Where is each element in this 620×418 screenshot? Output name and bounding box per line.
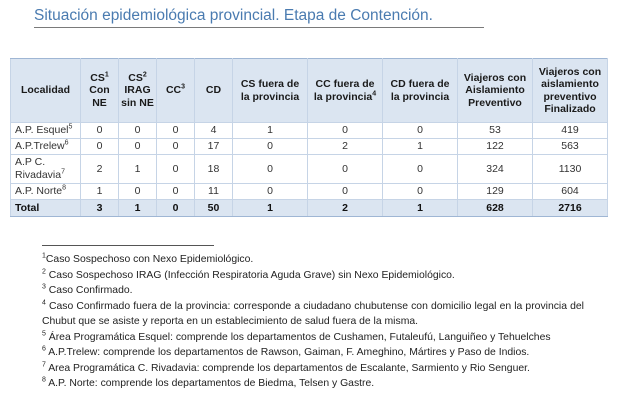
footnote: $^8$ A.P. Norte: comprende los departamentos de Biedma, Telsen y Gastre. — [42, 376, 375, 389]
footnote: $^4$ Caso Confirmado fuera de la provincia: corresponde a ciudadano chubutense con domicilio legal en la provincia del Chubut que se asiste y reporta en un establecimiento de salud fuera de la misma. — [42, 299, 584, 327]
value-cell: 563 — [533, 139, 608, 155]
value-cell: 0 — [81, 123, 119, 139]
total-label: Total — [11, 200, 81, 217]
localidad-cell: A.P.Trelew$^6$ — [11, 139, 81, 155]
localidad-cell: A.P. Esquel$^5$ — [11, 123, 81, 139]
total-cell: 2716 — [533, 200, 608, 217]
value-cell: 1 — [383, 139, 458, 155]
value-cell: 0 — [308, 155, 383, 184]
value-cell: 419 — [533, 123, 608, 139]
localidad-cell: A.P. Norte$^8$ — [11, 184, 81, 200]
value-cell: 0 — [119, 184, 157, 200]
value-cell: 0 — [157, 139, 195, 155]
header-cd-fuera: CD fuera de la provincia — [383, 59, 458, 123]
total-cell: 50 — [195, 200, 233, 217]
value-cell: 1 — [81, 184, 119, 200]
value-cell: 0 — [233, 139, 308, 155]
table-row — [11, 139, 608, 155]
value-cell: 0 — [233, 184, 308, 200]
total-cell: 3 — [81, 200, 119, 217]
total-cell: 2 — [308, 200, 383, 217]
header-localidad: Localidad — [11, 59, 81, 123]
value-cell: 0 — [157, 155, 195, 184]
footnote: $^2$ Caso Sospechoso IRAG (Infección Respiratoria Aguda Grave) sin Nexo Epidemiológico. — [42, 268, 455, 281]
total-cell: 1 — [119, 200, 157, 217]
footnote: $^5$ Área Programática Esquel: comprende los departamentos de Cushamen, Futaleufú, Languiñeo y Tehuelches — [42, 330, 551, 343]
value-cell: 122 — [458, 139, 533, 155]
total-cell: 628 — [458, 200, 533, 217]
table-row — [11, 184, 608, 200]
footnote: $^3$ Caso Confirmado. — [42, 283, 133, 296]
value-cell: 1 — [233, 123, 308, 139]
footnote: $^1$Caso Sospechoso con Nexo Epidemiológico. — [42, 252, 254, 265]
value-cell: 0 — [119, 123, 157, 139]
footnote-separator — [42, 245, 214, 246]
header-row — [11, 59, 608, 123]
table-row — [11, 155, 608, 184]
value-cell: 18 — [195, 155, 233, 184]
title-underline — [34, 27, 484, 28]
value-cell: 0 — [383, 123, 458, 139]
header-cs-fuera: CS fuera de la provincia — [233, 59, 308, 123]
value-cell: 0 — [233, 155, 308, 184]
header-cs-irag-sin-ne: $CS^2$ IRAG sin NE — [119, 59, 157, 123]
total-row — [11, 200, 608, 217]
value-cell: 0 — [383, 184, 458, 200]
page-title: Situación epidemiológica provincial. Etapa de Contención. — [34, 7, 433, 24]
header-cs-con-ne: $CS^1$ Con NE — [81, 59, 119, 123]
header-cc: $CC^3$ — [157, 59, 195, 123]
value-cell: 2 — [81, 155, 119, 184]
value-cell: 17 — [195, 139, 233, 155]
footnote: $^7$ Area Programática C. Rivadavia: comprende los departamentos de Escalante, Sarmiento y Rio Senguer. — [42, 361, 530, 374]
value-cell: 1130 — [533, 155, 608, 184]
value-cell: 129 — [458, 184, 533, 200]
localidad-cell: A.P C. Rivadavia$^7$ — [11, 155, 81, 184]
value-cell: 0 — [383, 155, 458, 184]
value-cell: 0 — [157, 123, 195, 139]
value-cell: 0 — [81, 139, 119, 155]
footnote: $^6$ A.P.Trelew: comprende los departamentos de Rawson, Gaiman, F. Ameghino, Mártires y Paso de Indios. — [42, 345, 530, 358]
value-cell: 4 — [195, 123, 233, 139]
total-cell: 1 — [383, 200, 458, 217]
value-cell: 0 — [119, 139, 157, 155]
value-cell: 0 — [157, 184, 195, 200]
value-cell: 53 — [458, 123, 533, 139]
value-cell: 0 — [308, 123, 383, 139]
value-cell: 604 — [533, 184, 608, 200]
total-cell: 1 — [233, 200, 308, 217]
footnotes — [42, 252, 584, 392]
table-row — [11, 123, 608, 139]
value-cell: 324 — [458, 155, 533, 184]
total-cell: 0 — [157, 200, 195, 217]
header-viajeros-finalizado: Viajeros con aislamiento preventivo Finalizado — [533, 59, 608, 123]
header-viajeros-aislamiento: Viajeros con Aislamiento Preventivo — [458, 59, 533, 123]
header-cd: CD — [195, 59, 233, 123]
epidemiological-table — [10, 58, 608, 217]
value-cell: 11 — [195, 184, 233, 200]
value-cell: 1 — [119, 155, 157, 184]
value-cell: 2 — [308, 139, 383, 155]
header-cc-fuera: CC fuera de la provincia$^4$ — [308, 59, 383, 123]
value-cell: 0 — [308, 184, 383, 200]
